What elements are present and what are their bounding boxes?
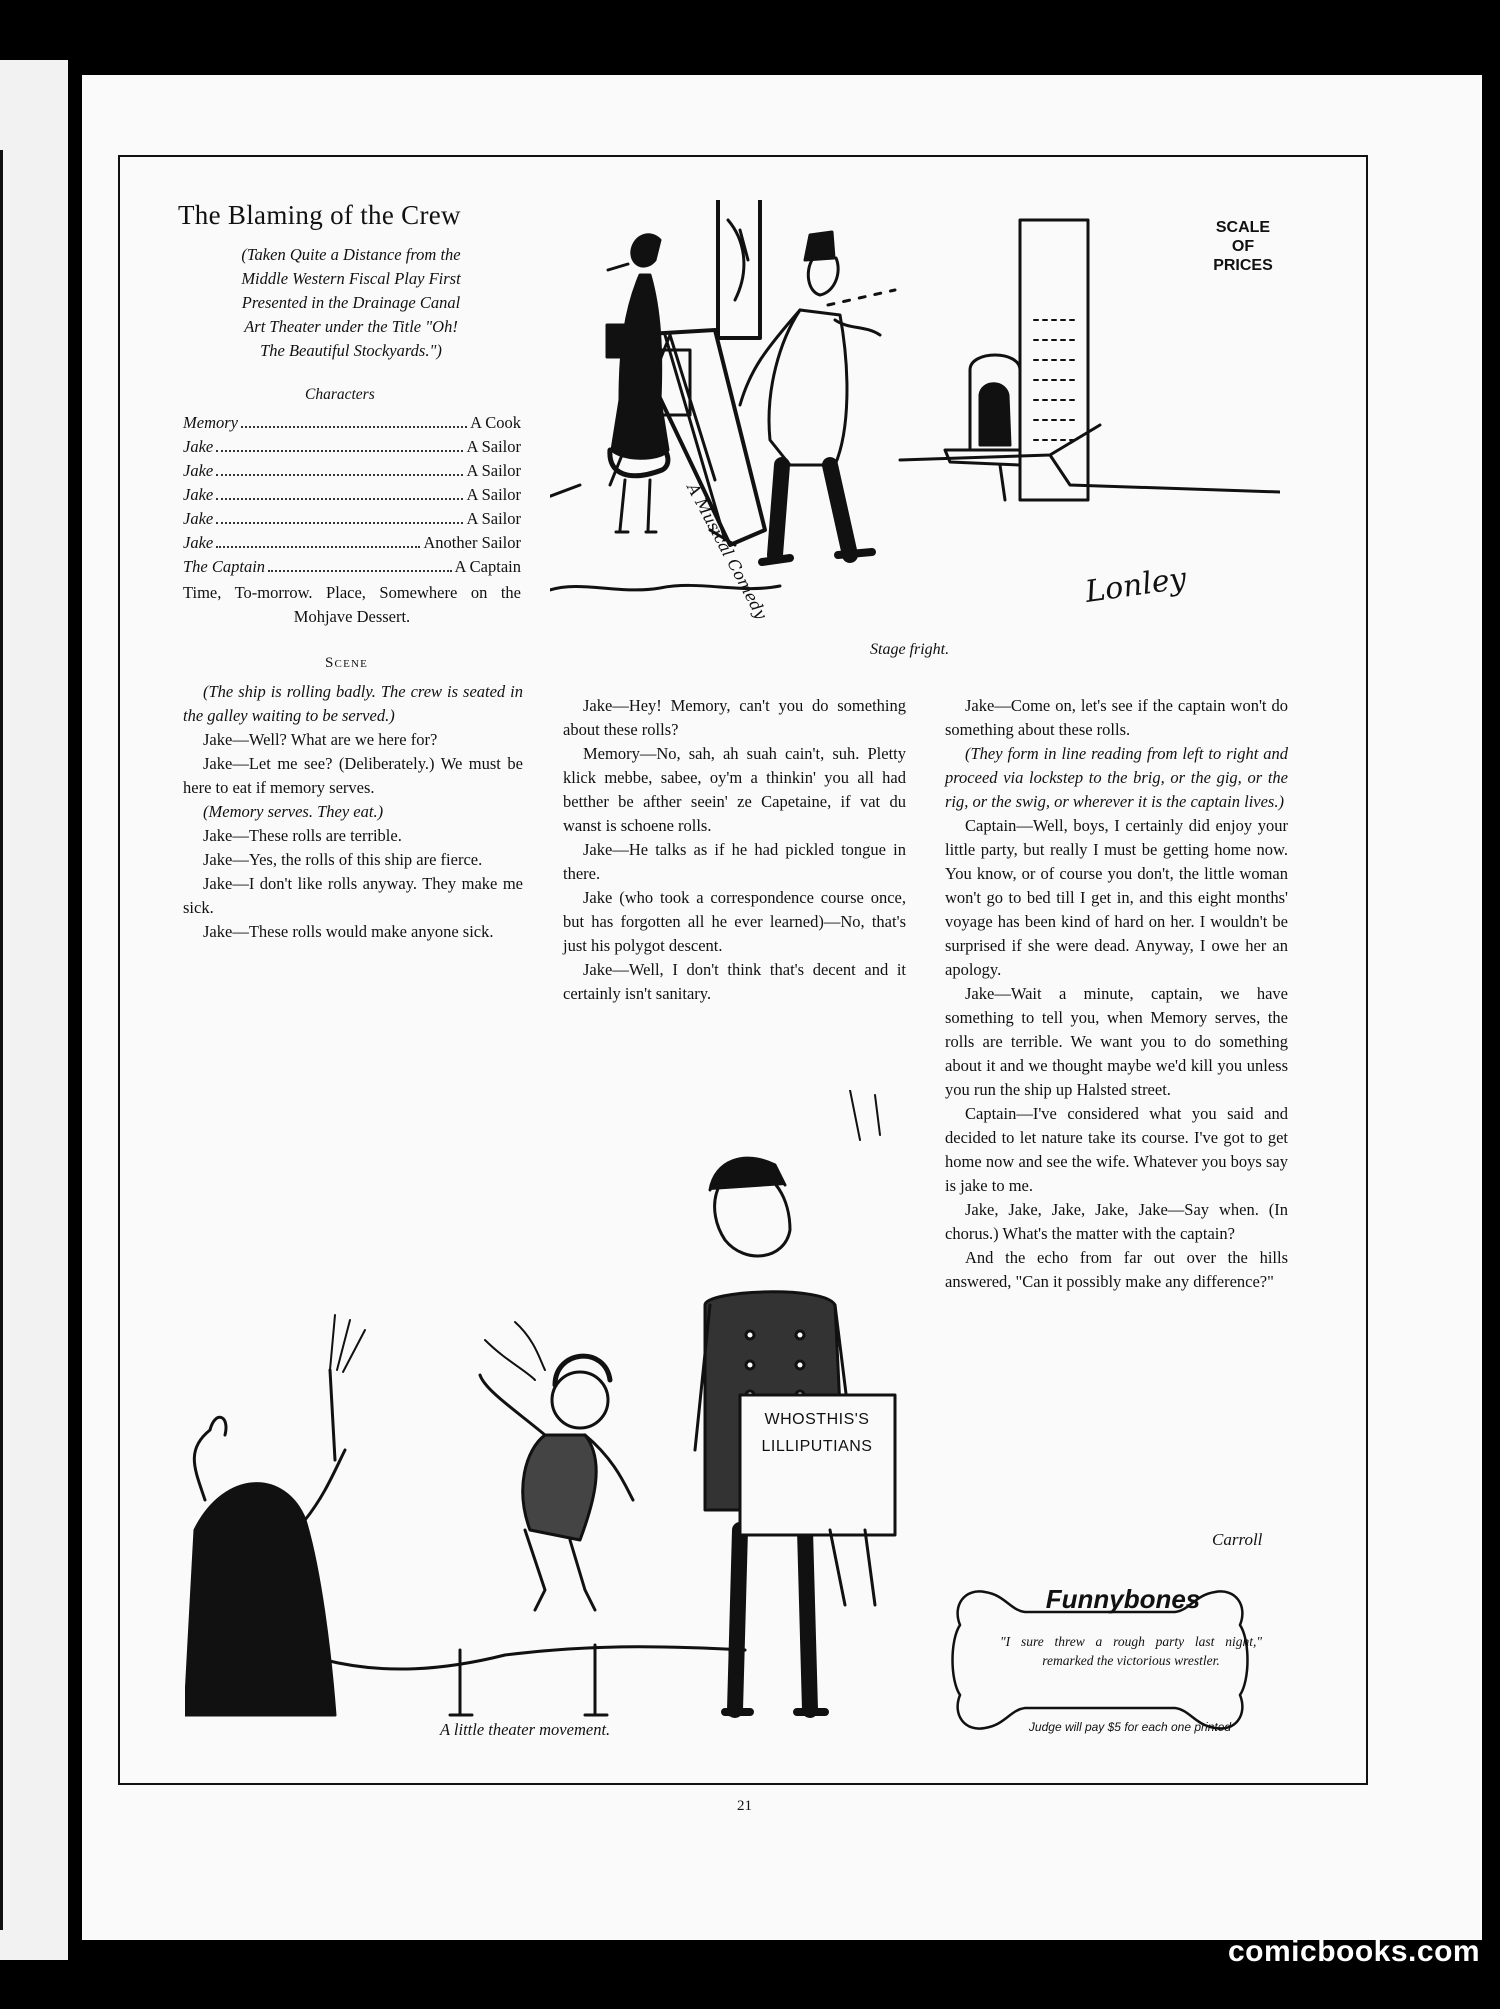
dialogue-line: And the echo from far out over the hills answered, "Can it possibly make any difference?"	[945, 1248, 1288, 1291]
dialogue-line: Memory—No, sah, ah suah cain't, suh. Pletty klick mebbe, sabee, oy'm a thinkin' you all had betther be afther seein' ze Capetaine, if vat du wanst is schoene rolls.	[563, 744, 906, 835]
dialogue-line: Jake—Come on, let's see if the captain won't do something about these rolls.	[945, 696, 1288, 739]
text-column-2	[563, 694, 906, 1006]
dialogue-line: Jake (who took a correspondence course once, but has forgotten all he ever learned)—No, that's just his polygot descent.	[563, 888, 906, 955]
little-theater-illustration	[185, 1090, 930, 1720]
article-title: The Blaming of the Crew	[178, 200, 461, 230]
stage-direction: (The ship is rolling badly. The crew is seated in the galley waiting to be served.)	[183, 682, 523, 725]
article-subtitle: (Taken Quite a Distance from the Middle Western Fiscal Play First Presented in the Drainage Canal Art Theater under the Title "Oh! The Beautiful Stockyards.")	[241, 245, 461, 360]
cast-row: Jake A Sailor	[183, 485, 521, 504]
stage-direction: (Memory serves. They eat.)	[203, 802, 384, 821]
text-column-3	[945, 694, 1288, 1294]
dialogue-line: Jake, Jake, Jake, Jake, Jake—Say when. (In chorus.) What's the matter with the captain?	[945, 1200, 1288, 1243]
cast-row: Memory A Cook	[183, 413, 521, 432]
dialogue-line: Jake—Well, I don't think that's decent and it certainly isn't sanitary.	[563, 960, 906, 1003]
cast-row: Jake A Sailor	[183, 437, 521, 456]
cast-row: Jake A Sailor	[183, 509, 521, 528]
artist-signature: Lonley	[1083, 561, 1189, 610]
dialogue-line: Jake—These rolls would make anyone sick.	[203, 922, 494, 941]
characters-heading: Characters	[305, 386, 375, 403]
cast-row: The Captain A Captain	[183, 557, 521, 576]
stage-direction: (They form in line reading from left to right and proceed via lockstep to the brig, or the gig, or the rig, or the swig, or wherever it is the captain lives.)	[945, 744, 1288, 811]
funnybones-title: Funnybones	[1045, 1584, 1201, 1614]
cast-row: Jake Another Sailor	[183, 533, 521, 552]
dialogue-line: Captain—Well, boys, I certainly did enjoy your little party, but really I must be getting home now. You know, or of course you don't, the little woman won't go to bed till I get in, and this eight months' voyage has been kind of hard on her. I wouldn't be surprised if she were dead. Anyway, I owe her an apology.	[945, 816, 1288, 979]
author-signature: Carroll	[1212, 1530, 1263, 1549]
scene-heading: Scene	[325, 655, 369, 671]
lilliputians-sign: WHOSTHIS'S LILLIPUTIANS	[761, 1411, 873, 1455]
dialogue-line: Jake—Hey! Memory, can't you do something about these rolls?	[563, 696, 906, 739]
funnybones-footer: Judge will pay $5 for each one printed	[1028, 1720, 1232, 1734]
dialogue-line: Jake—Let me see? (Deliberately.) We must be here to eat if memory serves.	[183, 754, 523, 797]
page-number: 21	[737, 1798, 752, 1814]
dialogue-line: Jake—Wait a minute, captain, we have something to tell you, when Memory serves, the rolls are terrible. We want you to do something about it and we thought maybe we'd kill you unless you run the ship up Halsted street.	[945, 984, 1288, 1099]
dialogue-line: Jake—I don't like rolls anyway. They make me sick.	[183, 874, 523, 917]
setting-text: Time, To-morrow. Place, Somewhere on the Mohjave Dessert.	[183, 583, 521, 626]
musical-comedy-poster: A Musical Comedy	[683, 480, 771, 623]
cast-row: Jake A Sailor	[183, 461, 521, 480]
cast-list	[183, 411, 521, 579]
site-watermark: comicbooks.com	[1228, 1935, 1481, 1968]
dialogue-line: Jake—Yes, the rolls of this ship are fierce.	[203, 850, 483, 869]
cartoon-caption-top: Stage fright.	[870, 641, 950, 658]
funnybones-joke: "I sure threw a rough party last night," remarked the victorious wrestler.	[1000, 1634, 1262, 1668]
dialogue-line: Captain—I've considered what you said and decided to let nature take its course. I've got to get home now and see the wife. Whatever you boys say is jake to me.	[945, 1104, 1288, 1195]
facing-page-edge	[0, 60, 68, 1960]
dialogue-line: Jake—These rolls are terrible.	[203, 826, 402, 845]
text-column-1	[183, 680, 523, 944]
dialogue-line: Jake—Well? What are we here for?	[203, 730, 438, 749]
scale-of-prices-sign: SCALE OF PRICES	[1213, 219, 1273, 274]
cartoon-caption-bottom: A little theater movement.	[440, 1720, 611, 1739]
dialogue-line: Jake—He talks as if he had pickled tongue in there.	[563, 840, 906, 883]
